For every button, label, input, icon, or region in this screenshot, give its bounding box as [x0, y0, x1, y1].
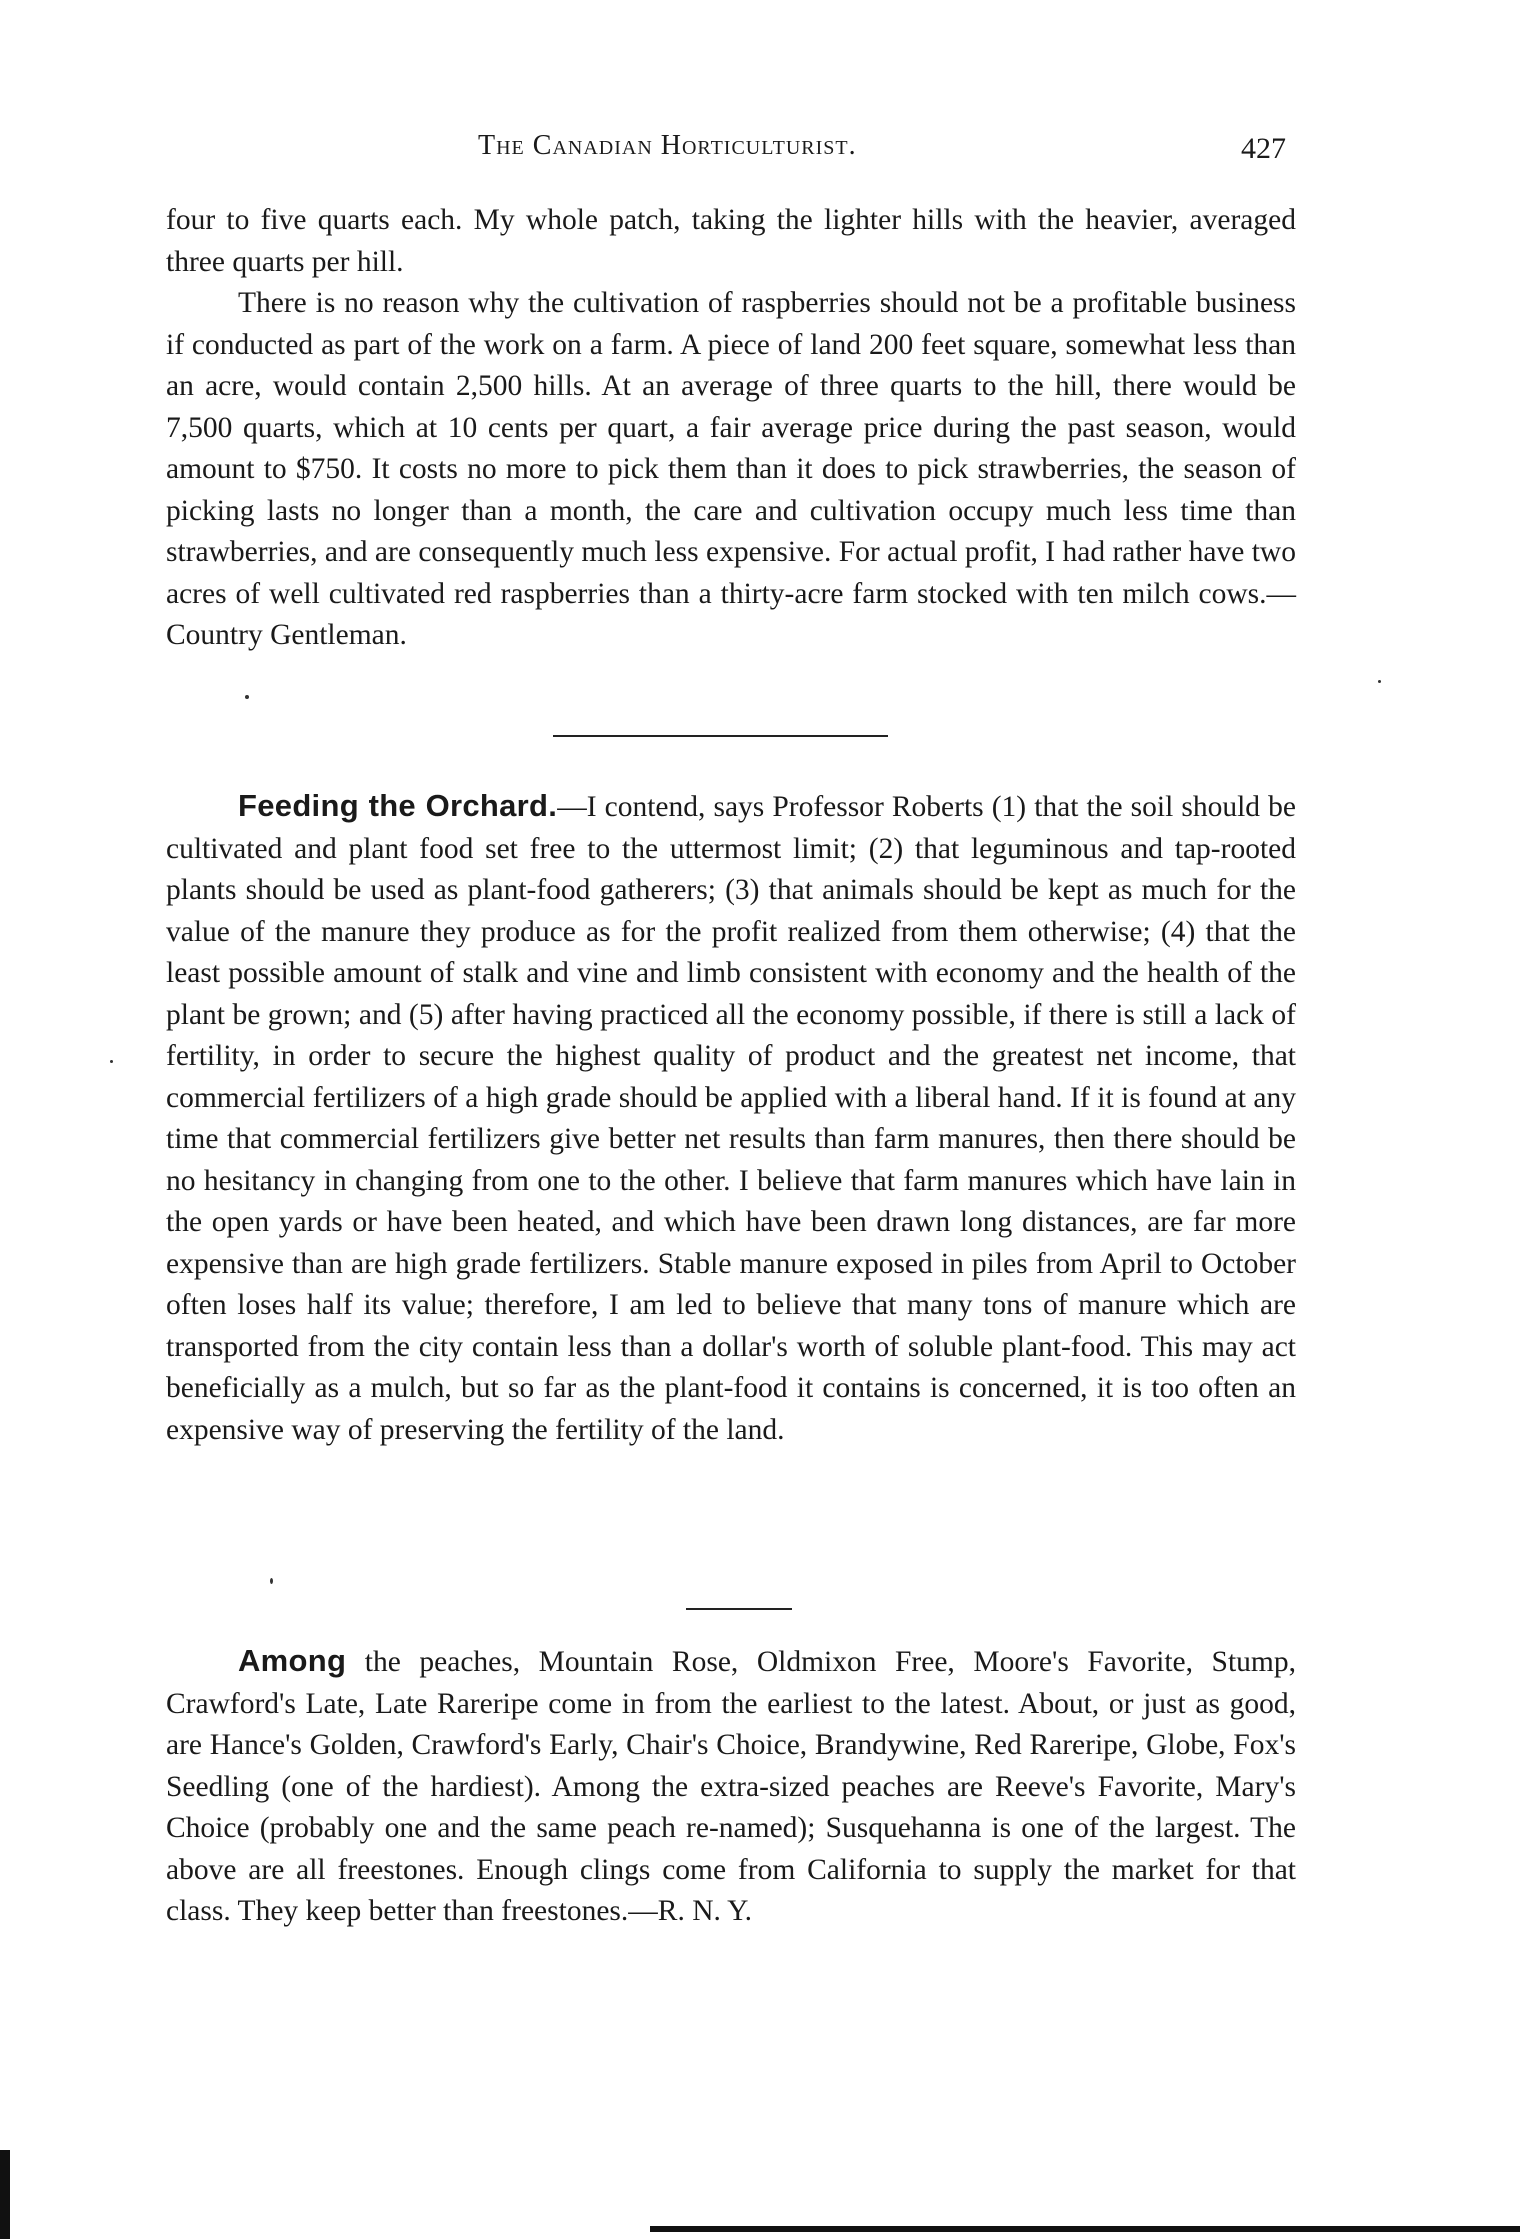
scan-speck	[110, 1060, 113, 1063]
peaches-body: the peaches, Mountain Rose, Oldmixon Free, Moore's Favorite, Stump, Crawford's Late, Late Rareripe come in from the earliest to the latest. About, or just as good, are Hance's Golden, Crawford's Early, Chair's Choice, Brandywine, Red Rareripe, Globe, Fox's Seedling (one of the hardiest). Among the extra-sized peaches are Reeve's Favorite, Mary's Choice (probably one and the same peach re-named); Susquehanna is one of the largest. The above are all freestones. Enough clings come from California to supply the market for that class. They keep better than freestones.—R. N. Y.	[166, 1646, 1296, 1927]
running-title: The Canadian Horticulturist.	[478, 130, 857, 161]
scan-speck	[270, 1578, 273, 1584]
continuation-paragraph	[166, 200, 1296, 283]
peaches-lead-word: Among	[238, 1643, 347, 1678]
page-number: 427	[1241, 132, 1286, 165]
orchard-text	[166, 785, 1296, 1451]
scan-speck	[1378, 680, 1381, 683]
orchard-body: —I contend, says Professor Roberts (1) that the soil should be cultivated and plant food set free to the uttermost limit; (2) that leguminous and tap-rooted plants should be used as plant-food gatherers; (3) that animals should be kept as much for the value of the manure they produce as for the profit realized from them otherwise; (4) that the least possible amount of stalk and vine and limb consistent with economy and the health of the plant be grown; and (5) after having practiced all the economy possible, if there is still a lack of fertility, in order to secure the highest quality of product and the greatest net income, that commercial fertilizers of a high grade should be applied with a liberal hand. If it is found at any time that commercial fertilizers give better net results than farm manures, then there should be no hesitancy in changing from one to the other. I believe that farm manures which have lain in the open yards or have been heated, and which have been drawn long distances, are far more expensive than are high grade fertilizers. Stable manure exposed in piles from April to October often loses half its value; therefore, I am led to believe that many tons of manure which are transported from the city contain less than a dollar's worth of soluble plant-food. This may act beneficially as a mulch, but so far as the plant-food it contains is concerned, it is too often an expensive way of preserving the fertility of the land.	[166, 791, 1296, 1446]
page-header	[0, 130, 1520, 170]
peaches-text	[166, 1640, 1296, 1933]
scan-edge-bottom	[650, 2226, 1520, 2232]
section-divider-short	[686, 1608, 792, 1610]
continuation-text: four to five quarts each. My whole patch, taking the lighter hills with the heavier, averaged three quarts per hill.	[166, 204, 1296, 278]
section-divider	[553, 735, 888, 737]
orchard-heading: Feeding the Orchard.	[238, 788, 558, 823]
scan-speck	[245, 695, 249, 699]
orchard-paragraph	[166, 785, 1296, 1451]
raspberries-paragraph	[166, 283, 1296, 657]
scan-edge-left	[0, 2150, 10, 2239]
raspberries-text: There is no reason why the cultivation of raspberries should not be a profitable business if conducted as part of the work on a farm. A piece of land 200 feet square, somewhat less than an acre, would contain 2,500 hills. At an average of three quarts to the hill, there would be 7,500 quarts, which at 10 cents per quart, a fair average price during the past season, would amount to $750. It costs no more to pick them than it does to pick strawberries, the season of picking lasts no longer than a month, the care and cultivation occupy much less time than strawberries, and are consequently much less expensive. For actual profit, I had rather have two acres of well cultivated red raspberries than a thirty-acre farm stocked with ten milch cows.—Country Gentleman.	[166, 287, 1296, 651]
peaches-paragraph	[166, 1640, 1296, 1933]
